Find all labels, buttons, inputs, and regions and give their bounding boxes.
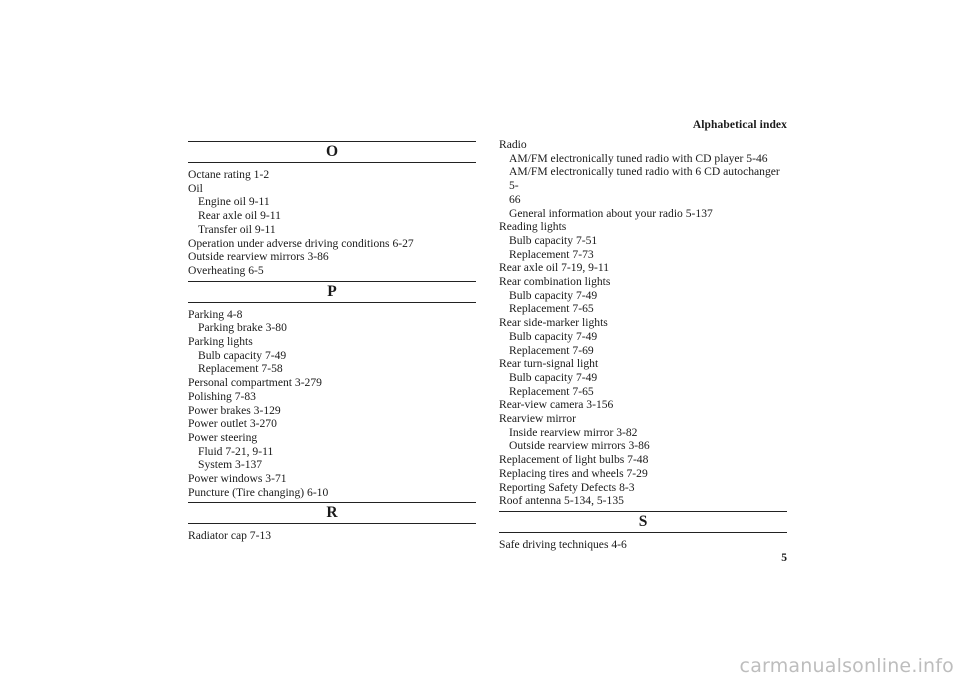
index-subentry: Transfer oil 9-11 [198,222,276,236]
index-subentry: Engine oil 9-11 [198,195,270,209]
index-entry: Power steering [188,430,258,444]
index-entry: Replacement of light bulbs 7-48 [499,453,649,467]
index-entry: Operation under adverse driving conditions 6-27 [188,236,414,250]
index-entry: Outside rearview mirrors 3-86 [188,250,329,264]
index-entry: Rearview mirror [499,412,576,426]
index-subentry: Outside rearview mirrors 3-86 [509,439,650,453]
index-entry: Power brakes 3-129 [188,403,281,417]
index-entry: Octane rating 1-2 [188,168,270,181]
index-entry: Parking 4-8 [188,307,243,321]
index-subentry: Replacement 7-65 [509,302,594,316]
index-entry: Polishing 7-83 [188,389,256,403]
index-subentry: Bulb capacity 7-49 [509,329,598,343]
index-entry: Power windows 3-71 [188,472,287,486]
index-entry: Oil [188,181,203,195]
index-entry: Personal compartment 3-279 [188,376,322,390]
index-column-left [188,138,476,543]
index-entry: Puncture (Tire changing) 6-10 [188,485,329,499]
index-entry: Radio [499,138,527,151]
index-column-right [499,138,787,552]
watermark-link[interactable]: carmanualsonline.info [739,655,954,677]
index-entry: Rear axle oil 7-19, 9-11 [499,261,609,275]
index-entry: Safe driving techniques 4-6 [499,537,627,551]
index-subentry: Parking brake 3-80 [198,321,287,335]
index-subentry: AM/FM electronically tuned radio with 6 CD autochanger 5- [509,165,780,193]
index-subentry: Bulb capacity 7-49 [509,370,598,384]
index-entry: Rear-view camera 3-156 [499,398,614,412]
footer-bar [0,654,960,678]
index-subentry: Replacement 7-65 [509,384,594,398]
index-subentry: Replacement 7-58 [198,362,283,376]
index-entry: Reading lights [499,220,567,234]
page-number: 5 [781,552,787,564]
index-subentry-wrap: 66 [509,192,521,206]
index-entry: Overheating 6-5 [188,263,264,277]
index-subentry: General information about your radio 5-137 [509,206,713,220]
index-entry: Parking lights [188,335,253,349]
index-subentry: Inside rearview mirror 3-82 [509,425,638,439]
page-header-title: Alphabetical index [692,119,787,131]
index-entry: Rear turn-signal light [499,357,599,371]
section-heading-s: S [499,511,787,533]
index-entry: Rear side-marker lights [499,316,608,330]
section-heading-o: O [188,141,476,163]
index-subentry: Rear axle oil 9-11 [198,209,281,223]
section-heading-r: R [188,502,476,524]
index-subentry: System 3-137 [198,458,263,472]
index-subentry: Replacement 7-73 [509,247,594,261]
index-subentry: Replacement 7-69 [509,343,594,357]
index-subentry: Fluid 7-21, 9-11 [198,444,274,458]
index-entry: Replacing tires and wheels 7-29 [499,466,648,480]
section-heading-p: P [188,281,476,303]
index-subentry: Bulb capacity 7-49 [509,288,598,302]
index-entry: Reporting Safety Defects 8-3 [499,480,635,494]
index-subentry: AM/FM electronically tuned radio with CD player 5-46 [509,151,768,165]
index-entry: Radiator cap 7-13 [188,529,272,543]
index-entry: Power outlet 3-270 [188,417,277,431]
index-subentry: Bulb capacity 7-49 [198,348,287,362]
index-entry: Rear combination lights [499,275,611,289]
index-subentry: Bulb capacity 7-51 [509,233,598,247]
index-entry: Roof antenna 5-134, 5-135 [499,494,624,508]
